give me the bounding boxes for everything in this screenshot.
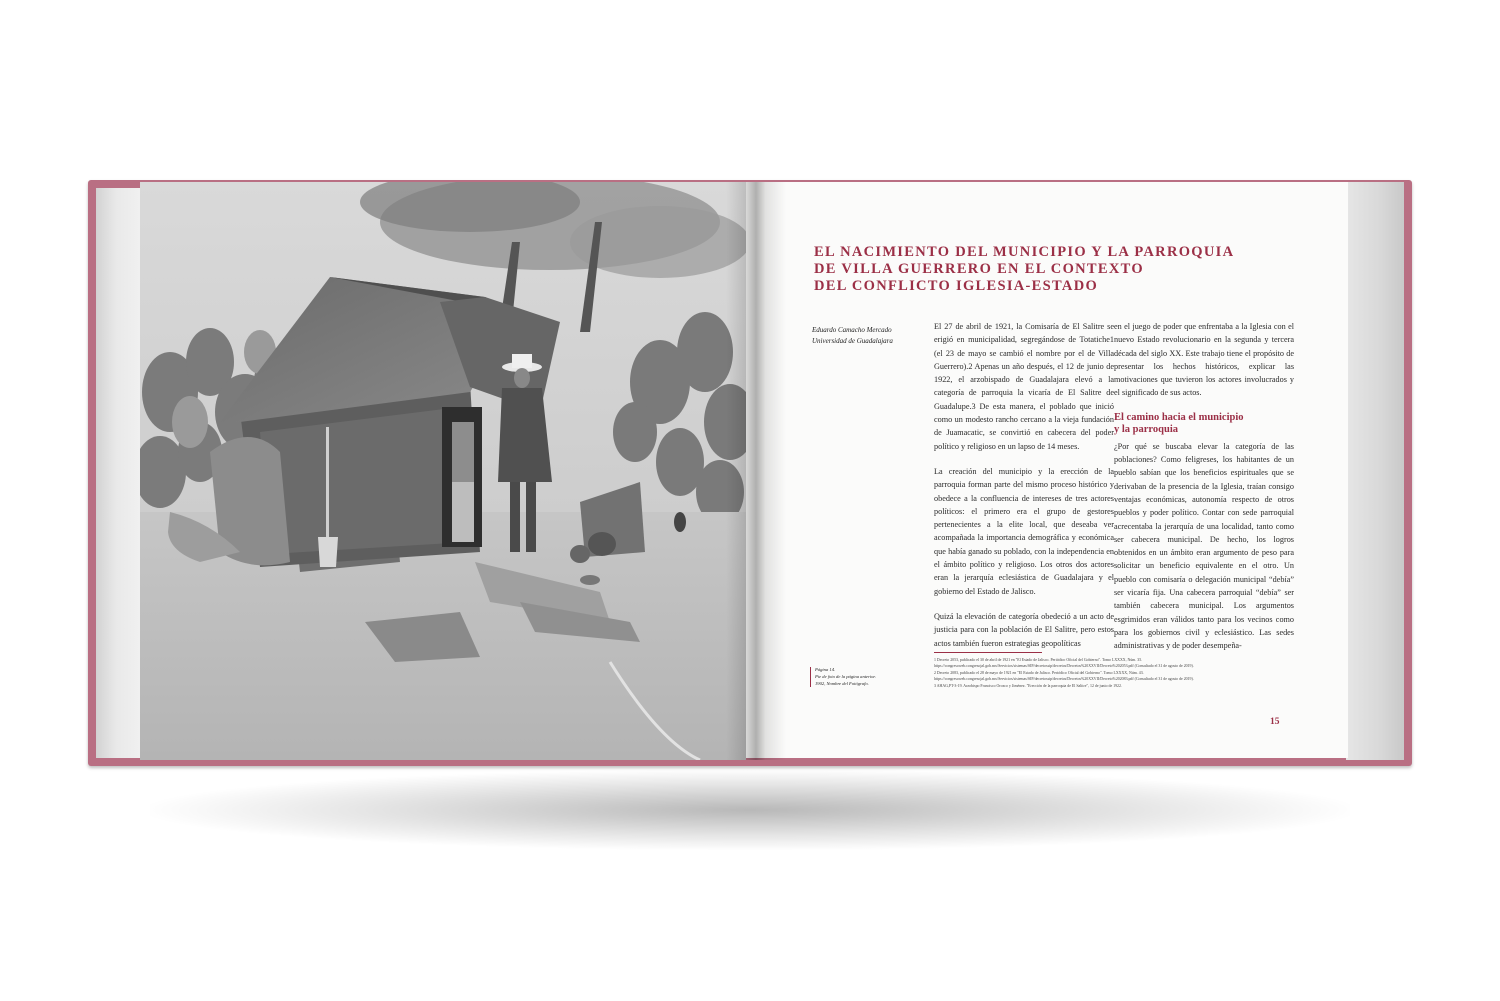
chapter-title-line: DEL CONFLICTO IGLESIA-ESTADO xyxy=(814,278,1099,294)
paragraph: El 27 de abril de 1921, la Comisaría de El Salitre se erigió en municipalidad, segregándose de Totatiche1 (el 23 de mayo se cambió el nombre por el de Villa Guerrero).2 Apenas un año después, el 12 de junio de 1922, el arzobispado de Guadalajara elevó a la categoría de parroquia la vicaría de El Salitre de Guadalupe.3 De esta manera, el poblado que inició como un modesto rancho cercano a la vieja fundación de Juamacatic, se convirtió en cabecera del poder político y religioso en un lapso de 14 meses. xyxy=(934,322,1114,451)
left-page-edges xyxy=(96,188,146,758)
caption-line: Pie de foto de la página anterior. xyxy=(815,673,876,679)
photo-caption xyxy=(810,667,905,687)
text-column-1 xyxy=(934,320,1114,662)
footnote: 2 Decreto 2083, publicado el 28 de mayo de 1921 en "El Estado de Jalisco. Periódico Oficial del Gobierno". Tomo LXXXX, Núm. 43. https://congresoweb.congresojal.gob.mx/Servicios/sistemas/SIP/decretossip/decretos/Decretos%20XXVII/Decreto%202083.pdf (Consultado el 31 de agosto de 2019). xyxy=(934,670,1194,682)
paragraph: La creación del municipio y la erección de la parroquia forman parte del mismo proceso histórico y obedece a la confluencia de intereses de tres actores políticos: el primero era el grupo de gestores pertenecientes a la elite local, que deseaba ver acompañada la importancia demográfica y económica que había ganado su poblado, con la independencia en el ámbito político y religioso. Los otros dos actores eran la jerarquía eclesiástica de Guadalajara y el gobierno del Estado de Jalisco. xyxy=(934,466,1114,596)
caption-line: 1902, Nombre del Fotógrafo. xyxy=(815,680,869,686)
subheading-line: y la parroquia xyxy=(1114,423,1178,435)
caption-line: Página 14. xyxy=(815,667,836,672)
author-block xyxy=(812,325,893,347)
chapter-title-line: DE VILLA GUERRERO EN EL CONTEXTO xyxy=(814,261,1144,277)
right-page-edges xyxy=(1346,182,1404,760)
book-shadow xyxy=(150,770,1350,850)
chapter-title-line: EL NACIMIENTO DEL MUNICIPIO Y LA PARROQUIA xyxy=(814,244,1235,260)
paragraph: Quizá la elevación de categoría obedeció a un acto de justicia para con la población de El Salitre, pero estos actos también fueron estrategias geopolíticas xyxy=(934,611,1114,648)
paragraph: en el juego de poder que enfrentaba a la Iglesia con el nuevo Estado revolucionario en la segunda y tercera década del siglo XX. Este trabajo tiene el propósito de presentar los hechos históricos, explicar las motivaciones que tuvieron los actores involucrados y el significado de sus actos. xyxy=(1114,322,1294,398)
chapter-title xyxy=(814,244,1234,295)
footnotes xyxy=(934,657,1294,689)
right-page xyxy=(746,182,1348,758)
left-page xyxy=(140,182,746,760)
photo-adobe-hut-icon xyxy=(140,182,746,760)
page-number: 15 xyxy=(1270,717,1280,727)
subheading-line: El camino hacia el municipio xyxy=(1114,411,1244,423)
paragraph: ¿Por qué se buscaba elevar la categoría de las poblaciones? Como feligreses, los habitantes de un pueblo sabían que los beneficios espirituales que se derivaban de la presencia de la Iglesia, traían consigo ventajas económicas, autonomía respecto de otros pueblos y poder político. Contar con sede parroquial acrecentaba la jerarquía de una localidad, tanto como ser cabecera municipal. De hecho, los logros obtenidos en un ámbito eran argumento de peso para solicitar un beneficio equivalente en el otro. Un pueblo con comisaría o delegación municipal “debía” ser vicaría fija. Una cabecera parroquial “debía” ser también cabecera municipal. Los argumentos esgrimidos eran válidos tanto para los vecinos como para los gobiernos civil y eclesiástico. Las sedes administrativas y de poder desempeña- xyxy=(1114,441,1294,651)
section-subheading xyxy=(1114,412,1294,436)
footnote-rule xyxy=(934,652,1042,653)
author-name: Eduardo Camacho Mercado xyxy=(812,326,892,334)
footnote: 3 AHAG,PT-3-19. Arzobispo Francisco Orozco y Jiménez. "Erección de la parroquia de El Salitre", 12 de junio de 1922. xyxy=(934,683,1122,688)
author-affiliation: Universidad de Guadalajara xyxy=(812,337,893,345)
text-column-2 xyxy=(1114,320,1294,665)
footnote: 1 Decreto 2053, publicado el 30 de abril de 1921 en "El Estado de Jalisco. Periódico Oficial del Gobierno". Tomo LXXXX, Núm. 35. https://congresoweb.congresojal.gob.mx/Servicios/sistemas/SIP/decretossip/decretos/Decretos%20XXVII/Decreto%202053.pdf (Consultado el 31 de agosto de 2019). xyxy=(934,658,1194,669)
